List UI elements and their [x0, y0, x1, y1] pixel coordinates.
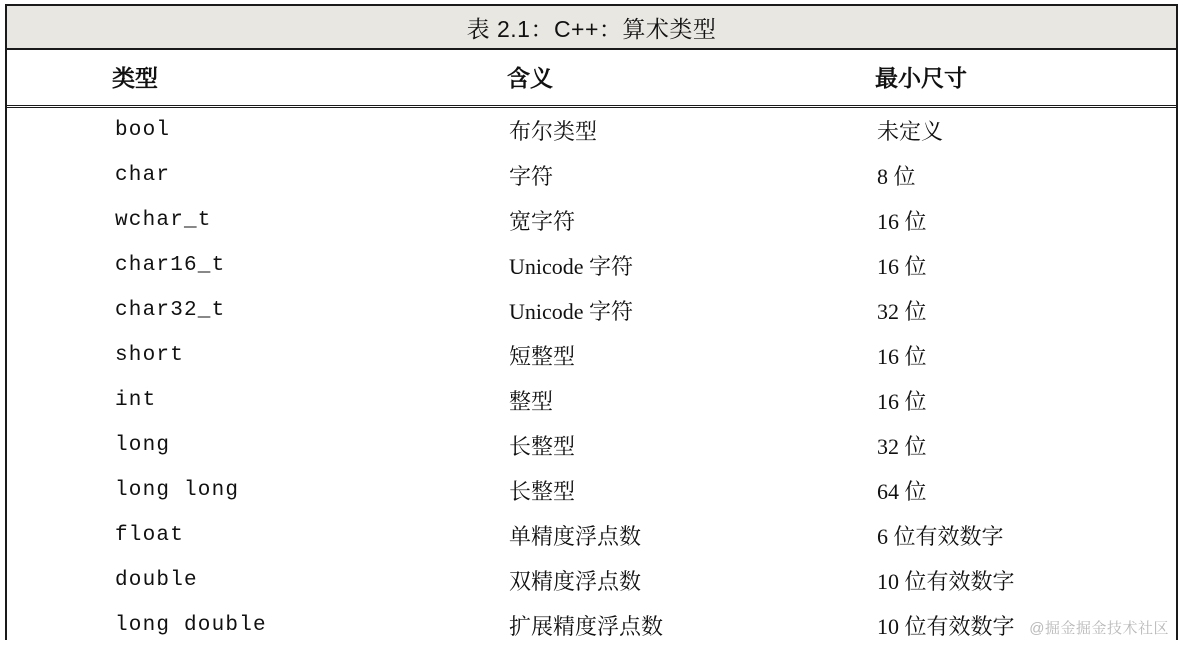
cell-min-size: 8 位: [787, 153, 1176, 198]
watermark: @掘金掘金技术社区: [1029, 617, 1169, 638]
cell-type: long long: [7, 468, 397, 513]
table-row: [7, 333, 1176, 378]
cell-min-size: 10 位有效数字: [787, 558, 1176, 603]
cell-min-size: 10 位有效数字: [787, 603, 1176, 648]
table-row: [7, 288, 1176, 333]
cell-type: char16_t: [7, 243, 397, 288]
column-header-type: 类型: [7, 50, 397, 107]
cell-meaning: 短整型: [397, 333, 787, 378]
cell-type: int: [7, 378, 397, 423]
cell-type: char32_t: [7, 288, 397, 333]
cell-type: bool: [7, 107, 397, 154]
cell-meaning: 字符: [397, 153, 787, 198]
table-row: [7, 107, 1176, 154]
cell-min-size: 16 位: [787, 198, 1176, 243]
types-table: [7, 50, 1176, 648]
cell-min-size: 32 位: [787, 288, 1176, 333]
cell-type: char: [7, 153, 397, 198]
table-caption: 表 2.1：C++：算术类型: [7, 6, 1176, 50]
cell-meaning: 长整型: [397, 423, 787, 468]
table-header: [7, 50, 1176, 107]
table-row: [7, 513, 1176, 558]
cell-meaning: Unicode 字符: [397, 243, 787, 288]
table-row: [7, 378, 1176, 423]
cell-min-size: 32 位: [787, 423, 1176, 468]
cell-min-size: 16 位: [787, 243, 1176, 288]
cell-type: long: [7, 423, 397, 468]
cell-meaning: 双精度浮点数: [397, 558, 787, 603]
cell-min-size: 未定义: [787, 107, 1176, 154]
cell-meaning: 宽字符: [397, 198, 787, 243]
cell-meaning: 扩展精度浮点数: [397, 603, 787, 648]
cell-min-size: 6 位有效数字: [787, 513, 1176, 558]
table-row: [7, 603, 1176, 648]
table-row: [7, 198, 1176, 243]
cell-meaning: 布尔类型: [397, 107, 787, 154]
table-row: [7, 468, 1176, 513]
cell-type: double: [7, 558, 397, 603]
cell-min-size: 64 位: [787, 468, 1176, 513]
cell-meaning: 单精度浮点数: [397, 513, 787, 558]
cell-meaning: 整型: [397, 378, 787, 423]
cell-min-size: 16 位: [787, 333, 1176, 378]
cell-type: float: [7, 513, 397, 558]
table-row: [7, 558, 1176, 603]
cell-min-size: 16 位: [787, 378, 1176, 423]
table-header-row: [7, 50, 1176, 107]
column-header-meaning: 含义: [397, 50, 787, 107]
table-row: [7, 153, 1176, 198]
cell-type: short: [7, 333, 397, 378]
cell-type: wchar_t: [7, 198, 397, 243]
column-header-min-size: 最小尺寸: [787, 50, 1176, 107]
cell-meaning: Unicode 字符: [397, 288, 787, 333]
table-body: [7, 107, 1176, 648]
cell-meaning: 长整型: [397, 468, 787, 513]
cell-type: long double: [7, 603, 397, 648]
table-row: [7, 423, 1176, 468]
table-row: [7, 243, 1176, 288]
arithmetic-types-table: [5, 4, 1178, 640]
